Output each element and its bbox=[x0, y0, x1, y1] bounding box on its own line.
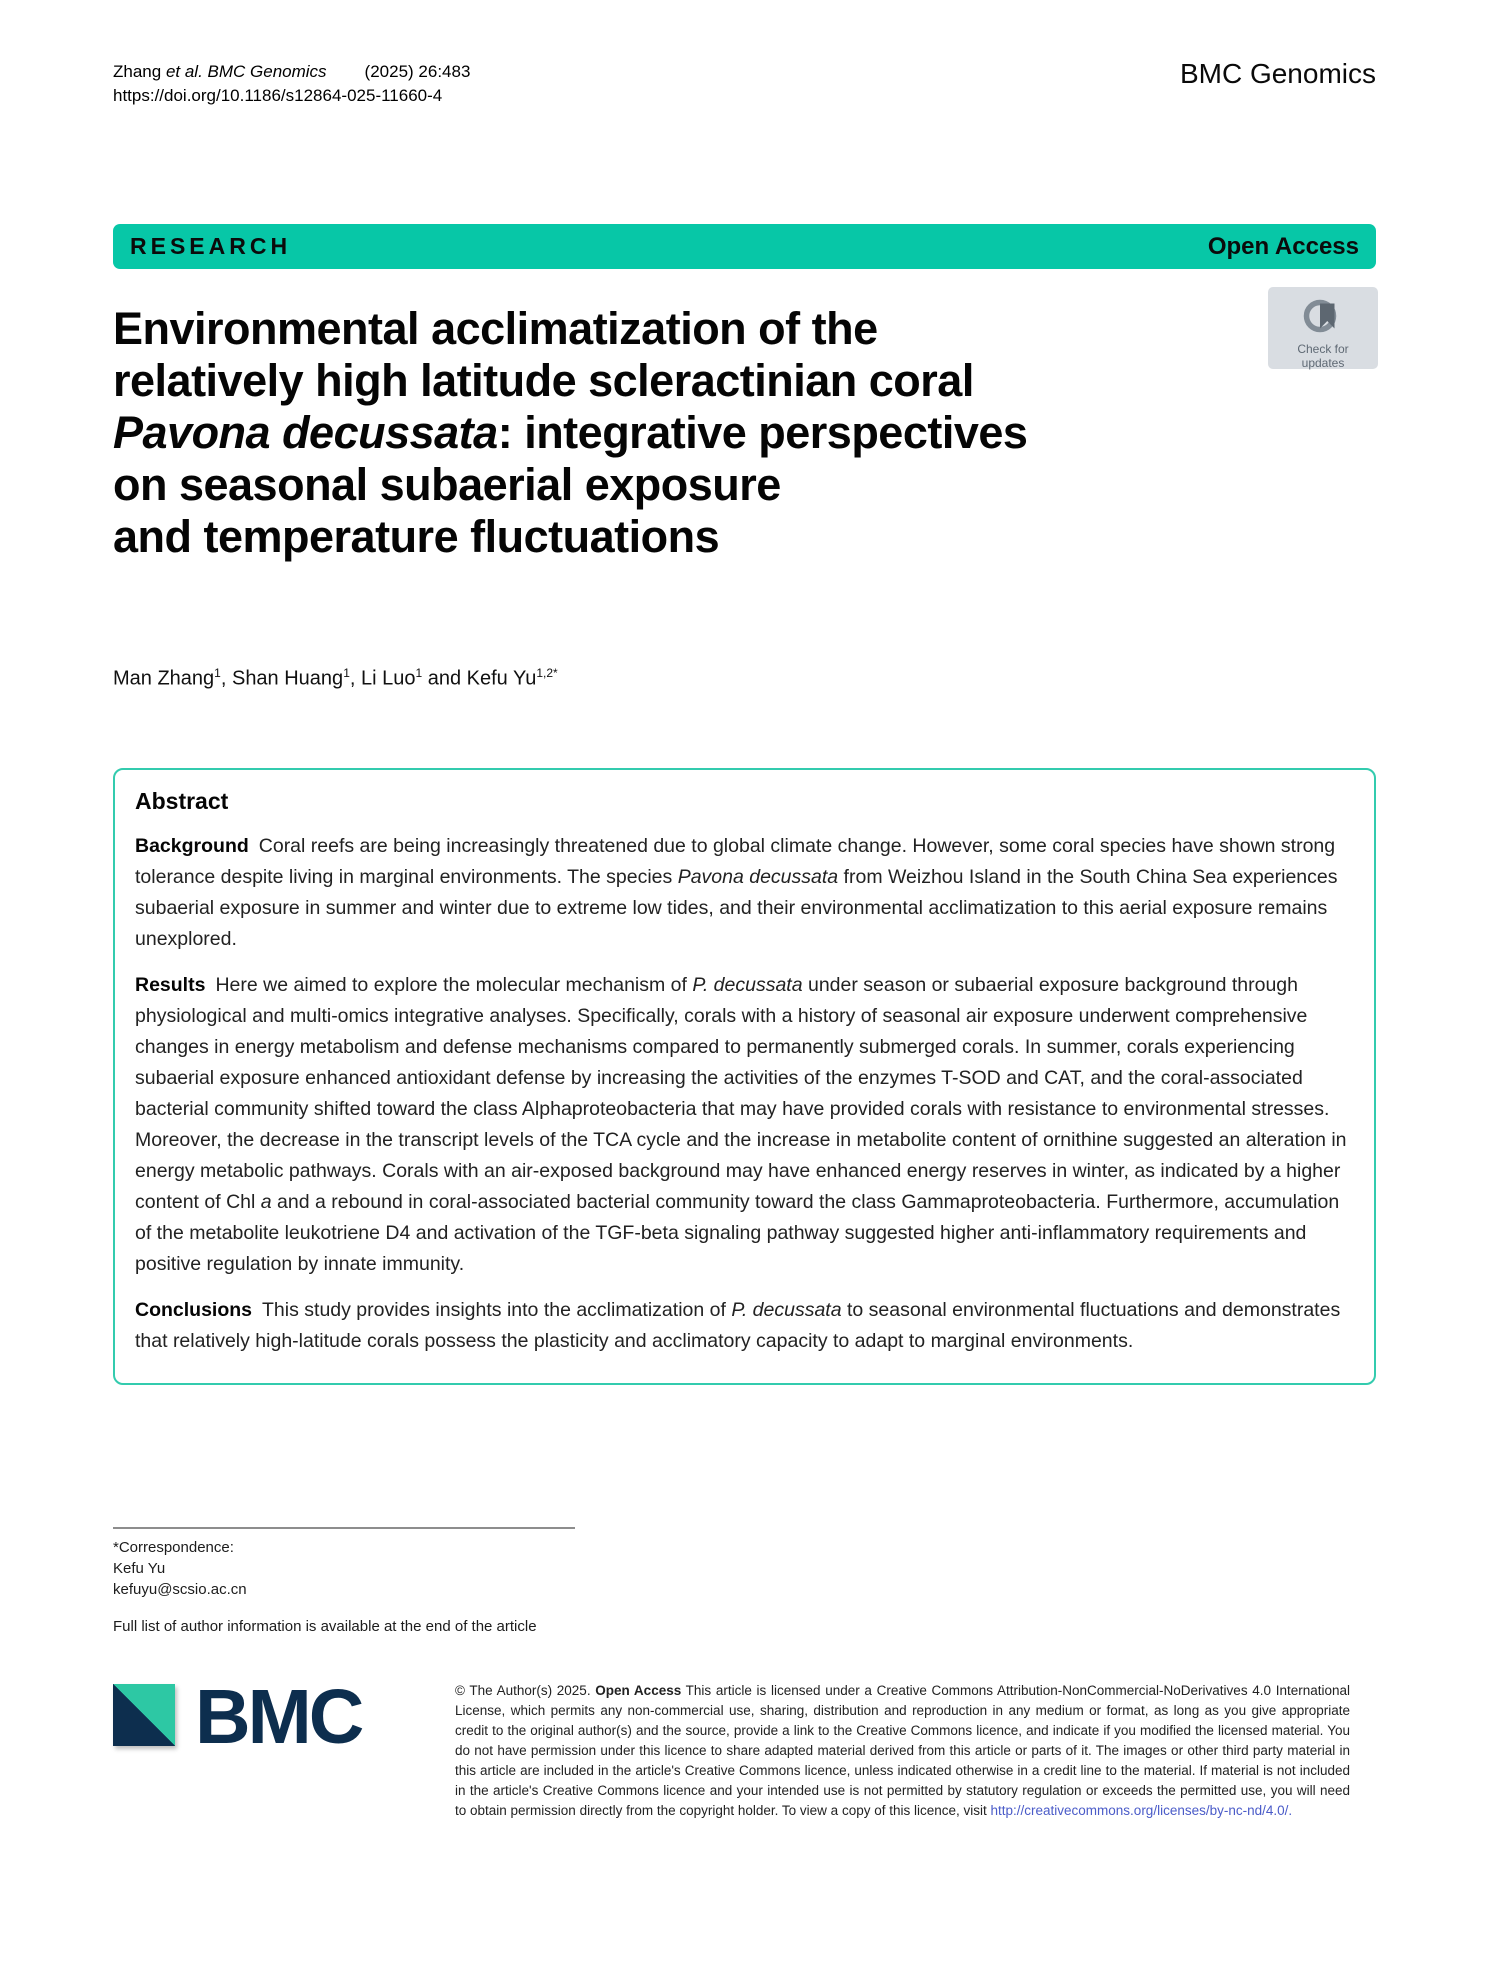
author-3-affiliation: 1 bbox=[415, 666, 423, 680]
journal-name: BMC Genomics bbox=[1179, 58, 1376, 89]
author-4: and Kefu Yu bbox=[422, 667, 537, 690]
citation-line bbox=[113, 60, 470, 84]
copyright-text: © The Author(s) 2025. bbox=[455, 1683, 596, 1698]
title-line-5: and temperature fluctuations bbox=[113, 511, 720, 562]
bmc-logo-text: BMC bbox=[195, 1674, 362, 1760]
check-for-updates-icon bbox=[1300, 295, 1346, 342]
results-chl-a-italic: a bbox=[260, 1191, 272, 1213]
title-line-3-rest: : integrative perspectives bbox=[497, 407, 1028, 458]
license-paragraph bbox=[455, 1681, 1350, 1821]
conclusions-text-1: This study provides insights into the acclimatization of bbox=[262, 1299, 732, 1321]
background-species-italic: Pavona decussata bbox=[677, 866, 839, 888]
abstract-results-paragraph bbox=[135, 970, 1352, 1280]
author-2: , Shan Huang bbox=[220, 667, 344, 690]
author-3: , Li Luo bbox=[349, 667, 416, 690]
open-access-bold: Open Access bbox=[595, 1683, 682, 1698]
check-for-updates-badge[interactable] bbox=[1268, 287, 1378, 369]
title-line-2: relatively high latitude scleractinian coral bbox=[113, 355, 974, 406]
article-title bbox=[113, 303, 1113, 563]
correspondence-block bbox=[113, 1537, 673, 1637]
footer bbox=[113, 1674, 1350, 1821]
correspondence-label: *Correspondence: bbox=[113, 1539, 234, 1556]
citation-volume: (2025) 26:483 bbox=[364, 62, 471, 81]
title-line-4: on seasonal subaerial exposure bbox=[113, 459, 781, 510]
results-label: Results bbox=[135, 974, 206, 996]
correspondence-name: Kefu Yu bbox=[113, 1560, 166, 1577]
open-access-label: Open Access bbox=[1207, 232, 1359, 260]
publisher-logo-column bbox=[113, 1674, 455, 1821]
license-body-text: This article is licensed under a Creative Commons Attribution-NonCommercial-NoDerivatives 4.0 International License, which permits any non-commercial use, sharing, distribution and reproduction in any medium or format, as long as you give appropriate credit to the original author(s) and the source, provide a link to the Creative Commons licence, and indicate if you modified the licensed material. You do not have permission under this licence to share adapted material derived from this article or parts of it. The images or other third party material in this article are included in the article's Creative Commons licence, unless indicated otherwise in a credit line to the material. If material is not included in the article's Creative Commons licence and your intended use is not permitted by statutory regulation or exceeds the permitted use, you will need to obtain permission directly from the copyright holder. To view a copy of this licence, visit bbox=[455, 1683, 1350, 1818]
results-text-3: and a rebound in coral-associated bacterial community toward the class Gammaproteobacteria. Furthermore, accumulation of the metabolite leukotriene D4 and activation of the TGF-beta signaling pathway suggested higher anti-inflammatory requirements and positive regulation by innate immunity. bbox=[135, 1191, 1340, 1275]
title-line-3 bbox=[113, 407, 1113, 459]
results-text-2: under season or subaerial exposure background through physiological and multi-omics integrative analyses. Specifically, corals with a history of seasonal air exposure underwent comprehensive changes in energy metabolism and defense mechanisms compared to permanently submerged corals. In summer, corals experiencing subaerial exposure enhanced antioxidant defense by increasing the activities of the enzymes T-SOD and CAT, and the coral-associated bacterial community shifted toward the class Alphaproteobacteria that may have provided corals with resistance to environmental stresses. Moreover, the decrease in the transcript levels of the TCA cycle and the increase in metabolite content of ornithine suggested an alteration in energy metabolic pathways. Corals with an air-exposed background may have enhanced energy reserves in winter, as indicated by a higher content of Chl bbox=[135, 974, 1347, 1213]
conclusions-label: Conclusions bbox=[135, 1299, 253, 1321]
badge-line2: updates bbox=[1301, 356, 1345, 370]
article-type-banner bbox=[113, 224, 1376, 269]
article-type-label: RESEARCH bbox=[130, 233, 292, 259]
author-1: Man Zhang bbox=[113, 667, 215, 690]
abstract-conclusions-paragraph bbox=[135, 1295, 1352, 1357]
abstract-background-paragraph bbox=[135, 831, 1352, 955]
author-2-affiliation: 1 bbox=[343, 666, 350, 680]
citation-authors: Zhang bbox=[113, 62, 166, 81]
author-4-affiliation: 1,2* bbox=[536, 666, 558, 680]
background-label: Background bbox=[135, 835, 249, 857]
conclusions-text-2: to seasonal environmental fluctuations and demonstrates that relatively high-latitude corals possess the plasticity and acclimatory capacity to adapt to marginal environments. bbox=[135, 1299, 1341, 1352]
correspondence-divider bbox=[113, 1527, 575, 1529]
bmc-logo-icon bbox=[113, 1684, 175, 1746]
correspondence-email: kefuyu@scsio.ac.cn bbox=[113, 1581, 247, 1598]
badge-line1: Check for bbox=[1297, 342, 1349, 356]
doi-text: https://doi.org/10.1186/s12864-025-11660-4 bbox=[113, 86, 443, 105]
abstract-box bbox=[113, 768, 1376, 1385]
license-link[interactable]: http://creativecommons.org/licenses/by-nc-nd/4.0/. bbox=[990, 1803, 1293, 1818]
abstract-heading: Abstract bbox=[135, 788, 229, 814]
bmc-logo bbox=[113, 1674, 455, 1760]
results-species-italic: P. decussata bbox=[692, 974, 803, 996]
results-text-1: Here we aimed to explore the molecular mechanism of bbox=[215, 974, 693, 996]
conclusions-species-italic: P. decussata bbox=[731, 1299, 842, 1321]
author-1-affiliation: 1 bbox=[214, 666, 221, 680]
citation-block bbox=[113, 60, 470, 108]
author-info-note: Full list of author information is available at the end of the article bbox=[113, 1618, 537, 1635]
check-for-updates-text bbox=[1297, 342, 1348, 370]
title-line-1: Environmental acclimatization of the bbox=[113, 303, 878, 354]
species-name-italic: Pavona decussata bbox=[113, 407, 498, 458]
author-list bbox=[113, 666, 558, 691]
background-text-2: from Weizhou Island in the South China Sea experiences subaerial exposure in summer and winter due to extreme low tides, and their environmental acclimatization to this aerial exposure remains unexplored. bbox=[135, 866, 1338, 950]
background-text-1: Coral reefs are being increasingly threatened due to global climate change. However, some coral species have shown strong tolerance despite living in marginal environments. The species bbox=[135, 835, 1336, 888]
citation-journal-italic: et al. BMC Genomics bbox=[165, 62, 327, 81]
